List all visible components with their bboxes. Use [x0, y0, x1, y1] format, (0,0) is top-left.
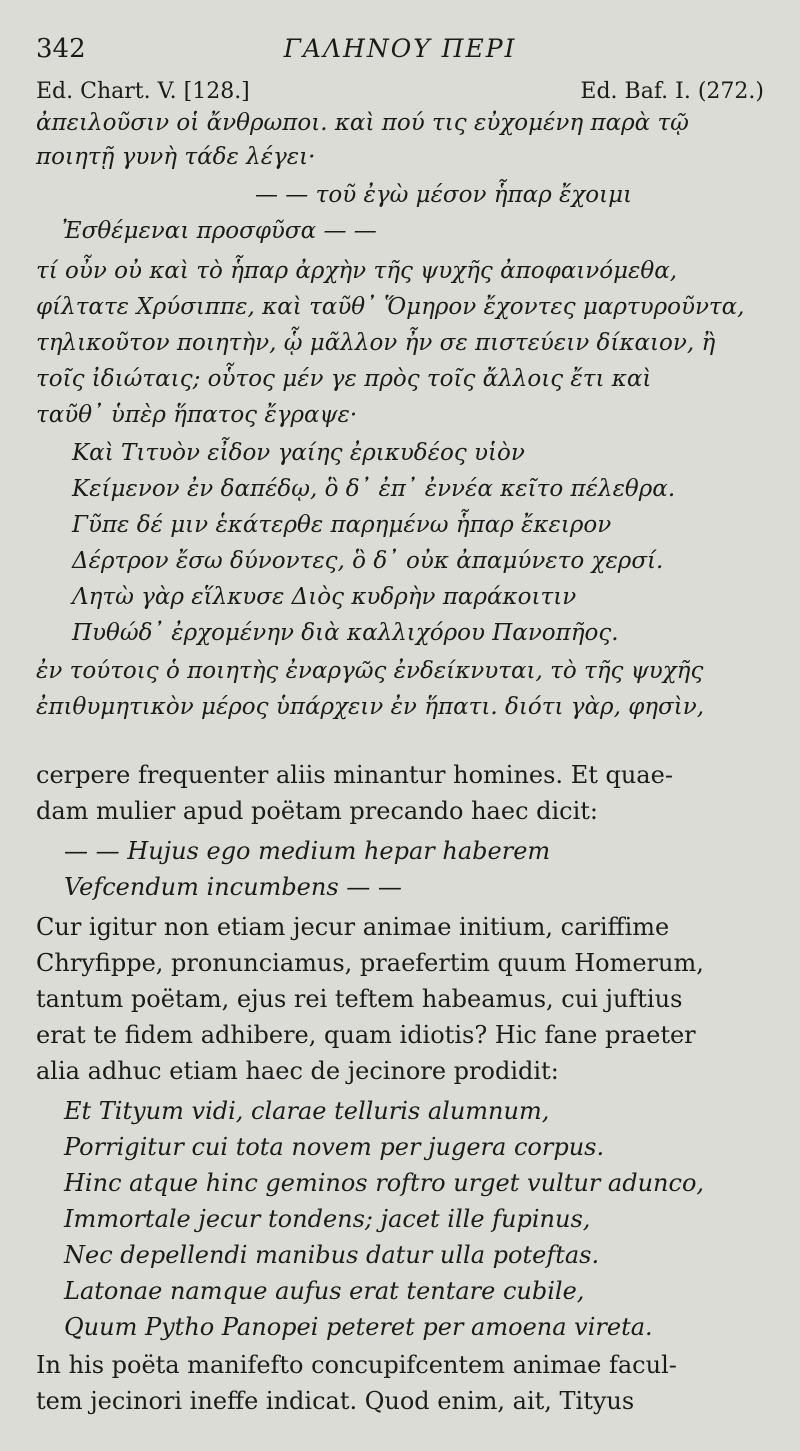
edition-right: Ed. Baf. I. (272.): [580, 79, 764, 104]
greek-verse-line: Λητὼ γὰρ εἵλκυσε Διὸς κυδρὴν παράκοιτιν: [72, 584, 577, 610]
edition-left: Ed. Chart. V. [128.]: [36, 79, 250, 104]
latin-line: tem jecinori ineffe indicat. Quod enim, ait, Tityus: [36, 1387, 635, 1415]
latin-line: erat te fidem adhibere, quam idiotis? Hic fane praeter: [36, 1021, 696, 1049]
greek-line: τηλικοῦτον ποιητὴν, ᾧ μᾶλλον ἦν σε πιστεύειν δίκαιον, ἢ: [36, 330, 716, 356]
latin-verse-line: Latonae namque aufus erat tentare cubile,: [64, 1277, 585, 1305]
greek-verse-line: Ἐσθέμεναι προσφῦσα — —: [62, 218, 377, 244]
greek-verse-line: Καὶ Τιτυὸν εἶδον γαίης ἐρικυδέος υἱὸν: [72, 440, 525, 466]
greek-verse-line: Δέρτρον ἔσω δύνοντες, ὃ δ᾽ οὐκ ἀπαμύνετο χερσί.: [72, 548, 664, 574]
page-number: 342: [36, 34, 86, 64]
greek-line: ἐπιθυμητικὸν μέρος ὑπάρχειν ἐν ἥπατι. διότι γὰρ, φησὶν,: [36, 694, 705, 720]
greek-line: ἐν τούτοις ὁ ποιητὴς ἐναργῶς ἐνδείκνυται, τὸ τῆς ψυχῆς: [36, 658, 704, 684]
latin-line: dam mulier apud poëtam precando haec dicit:: [36, 797, 599, 825]
latin-verse-line: Immortale jecur tondens; jacet ille fupinus,: [64, 1205, 591, 1233]
latin-line: tantum poëtam, ejus rei teftem habeamus, cui juftius: [36, 985, 683, 1013]
greek-line: ἀπειλοῦσιν οἱ ἄνθρωποι. καὶ πού τις εὐχομένη παρὰ τῷ: [36, 110, 689, 136]
greek-verse-line: Πυθώδ᾽ ἐρχομένην διὰ καλλιχόρου Πανοπῆος.: [72, 620, 619, 646]
greek-line: τοῖς ἰδιώταις; οὗτος μέν γε πρὸς τοῖς ἄλλοις ἔτι καὶ: [36, 366, 652, 392]
latin-line: Cur igitur non etiam jecur animae initium, cariffime: [36, 913, 670, 941]
latin-verse-line: Hinc atque hinc geminos roftro urget vultur adunco,: [64, 1169, 705, 1197]
greek-line: φίλτατε Χρύσιππε, καὶ ταῦθ᾽ Ὅμηρον ἔχοντες μαρτυροῦντα,: [36, 294, 745, 320]
latin-line: Chryfippe, pronunciamus, praefertim quum Homerum,: [36, 949, 704, 977]
latin-verse-line: Porrigitur cui tota novem per jugera corpus.: [64, 1133, 605, 1161]
latin-verse-line: Quum Pytho Panopei peteret per amoena vireta.: [64, 1313, 653, 1341]
greek-line: τί οὖν οὐ καὶ τὸ ἧπαρ ἀρχὴν τῆς ψυχῆς ἀποφαινόμεθα,: [36, 258, 678, 284]
latin-verse-line: Nec depellendi manibus datur ulla poteftas.: [64, 1241, 600, 1269]
latin-line: cerpere frequenter aliis minantur homines. Et quae-: [36, 761, 673, 789]
running-title: ΓΑΛΗΝΟΥ ΠΕΡΙ: [283, 34, 517, 63]
greek-line: ταῦθ᾽ ὑπὲρ ἥπατος ἔγραψε·: [36, 402, 358, 428]
latin-line: In his poëta manifefto concupifcentem animae facul-: [36, 1351, 677, 1379]
latin-verse-line: Vefcendum incumbens — —: [64, 873, 402, 901]
greek-line: ποιητῇ γυνὴ τάδε λέγει·: [36, 144, 316, 170]
latin-verse-line: — — Hujus ego medium hepar haberem: [64, 837, 551, 865]
greek-verse-line: Γῦπε δέ μιν ἑκάτερθε παρημένω ἧπαρ ἔκειρον: [72, 512, 612, 538]
latin-verse-line: Et Tityum vidi, clarae telluris alumnum,: [64, 1097, 550, 1125]
latin-line: alia adhuc etiam haec de jecinore prodidit:: [36, 1057, 559, 1085]
greek-verse-line: Κείμενον ἐν δαπέδῳ, ὃ δ᾽ ἐπ᾽ ἐννέα κεῖτο πέλεθρα.: [72, 476, 676, 502]
greek-verse-line: — — τοῦ ἐγὼ μέσον ἧπαρ ἔχοιμι: [255, 182, 633, 208]
